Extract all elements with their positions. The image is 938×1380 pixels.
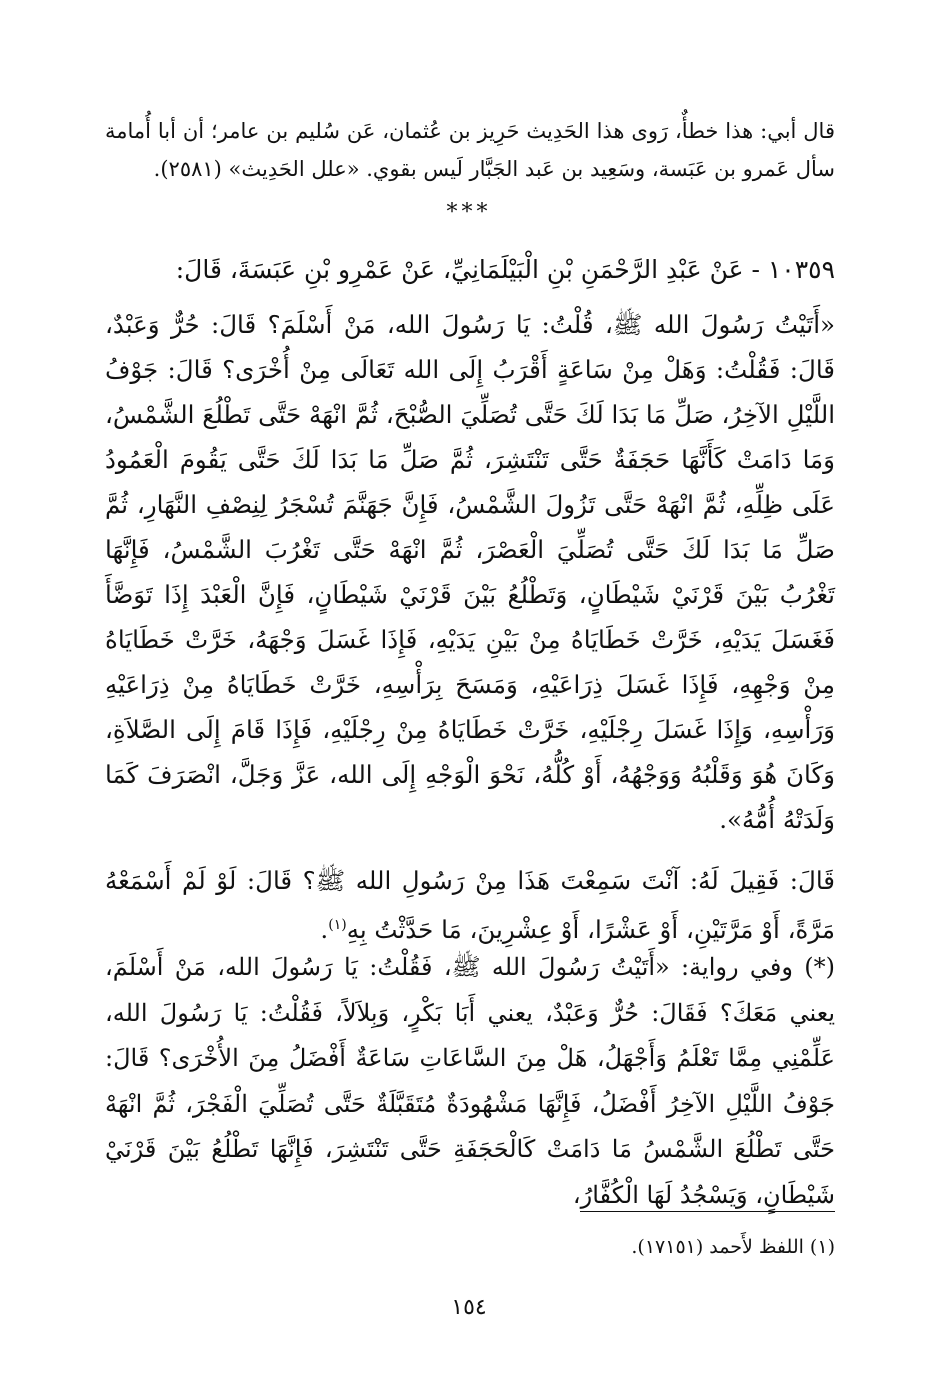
hadith-heading: ١٠٣٥٩ - عَنْ عَبْدِ الرَّحْمَنِ بْنِ الْبَيْلَمَانِيِّ، عَنْ عَمْرِو بْنِ عَبَسَةَ، قَالَ: — [175, 255, 835, 284]
hadith-text: «أَتَيْتُ رَسُولَ الله ﷺ، قُلْتُ: يَا رَسُولَ الله، مَنْ أَسْلَمَ؟ قَالَ: حُرٌّ وَعَبْدٌ، قَالَ: فَقُلْتُ: وَهَلْ مِنْ سَاعَةٍ أَقْرَبُ إِلَى الله تَعَالَى مِنْ أُخْرَى؟ قَالَ: جَوْفُ اللَّيْلِ الآخِرُ، صَلِّ مَا بَدَا لَكَ حَتَّى تُصَلِّيَ الصُّبْحَ، ثُمَّ انْهَهْ حَتَّى تَطْلُعَ الشَّمْسُ، وَمَا دَامَتْ كَأَنَّهَا حَجَفَةٌ حَتَّى تَنْتَشِرَ، ثُمَّ صَلِّ مَا بَدَا لَكَ حَتَّى يَقُومَ الْعَمُودُ عَلَى ظِلِّهِ، ثُمَّ انْهَهْ حَتَّى تَزُولَ الشَّمْسُ، فَإِنَّ جَهَنَّمَ تُسْجَرُ لِنِصْفِ النَّهَارِ، ثُمَّ صَلِّ مَا بَدَا لَكَ حَتَّى تُصَلِّيَ الْعَصْرَ، ثُمَّ انْهَهْ حَتَّى تَغْرُبَ الشَّمْسُ، فَإِنَّهَا تَغْرُبُ بَيْنَ قَرْنَيْ شَيْطَانٍ، وَتَطْلُعُ بَيْنَ قَرْنَيْ شَيْطَانٍ، فَإِنَّ الْعَبْدَ إِذَا تَوَضَّأَ فَغَسَلَ يَدَيْهِ، خَرَّتْ خَطَايَاهُ مِنْ بَيْنِ يَدَيْهِ، فَإِذَا غَسَلَ وَجْهَهُ، خَرَّتْ خَطَايَاهُ مِنْ وَجْهِهِ، فَإِذَا غَسَلَ ذِرَاعَيْهِ، وَمَسَحَ بِرَأْسِهِ، خَرَّتْ خَطَايَاهُ مِنْ ذِرَاعَيْهِ وَرَأْسِهِ، وَإِذَا غَسَلَ رِجْلَيْهِ، خَرَّتْ خَطَايَاهُ مِنْ رِجْلَيْهِ، فَإِذَا قَامَ إِلَى الصَّلاَةِ، وَكَانَ هُوَ وَقَلْبُهُ وَوَجْهُهُ، أَوْ كُلُّهُ، نَحْوَ الْوَجْهِ إِلَى الله، عَزَّ وَجَلَّ، انْصَرَفَ كَمَا وَلَدَتْهُ أُمُّهُ». — [105, 310, 835, 834]
narrator-question-paragraph — [105, 858, 835, 952]
intro-paragraph: قال أبي: هذا خطأٌ، رَوى هذا الحَدِيث حَرِيز بن عُثمان، عَن سُليم بن عامر؛ أن أبا أُمامة سأل عَمرو بن عَبَسة، وسَعِيد بن عَبد الجَبَّار لَيس بقوي. «علل الحَدِيث» (٢٥٨١). — [105, 119, 835, 181]
section-separator: *** — [446, 200, 492, 225]
narrator-question-text: قَالَ: فَقِيلَ لَهُ: آنْتَ سَمِعْتَ هَذَا مِنْ رَسُولِ الله ﷺ؟ قَالَ: لَوْ لَمْ أَسْمَعْهُ مَرَّةً، أَوْ مَرَّتَيْنِ، أَوْ عَشْرًا، أَوْ عِشْرِينَ، مَا حَدَّثْتُ بِهِ — [105, 866, 835, 945]
alternate-narration-paragraph: (*) وفي رواية: «أَتَيْتُ رَسُولَ الله ﷺ، فَقُلْتُ: يَا رَسُولَ الله، مَنْ أَسْلَمَ، يعني مَعَكَ؟ فَقَالَ: حُرٌّ وَعَبْدٌ، يعني أَبَا بَكْرٍ، وَبِلاَلاً، فَقُلْتُ: يَا رَسُولَ الله، عَلِّمْنِي مِمَّا تَعْلَمُ وَأَجْهَلُ، هَلْ مِنَ السَّاعَاتِ سَاعَةٌ أَفْضَلُ مِنَ الأُخْرَى؟ قَالَ: جَوْفُ اللَّيْلِ الآخِرُ أَفْضَلُ، فَإِنَّهَا مَشْهُودَةٌ مُتَقَبَّلَةٌ حَتَّى تُصَلِّيَ الْفَجْرَ، ثُمَّ انْهَهْ حَتَّى تَطْلُعَ الشَّمْسُ مَا دَامَتْ كَالْحَجَفَةِ حَتَّى تَنْتَشِرَ، فَإِنَّهَا تَطْلُعُ بَيْنَ قَرْنَيْ شَيْطَانٍ، وَيَسْجُدُ لَهَا الْكُفَّارُ، — [105, 953, 835, 1209]
narrator-question-end: . — [320, 915, 329, 945]
footnote-divider — [580, 1211, 835, 1212]
footnote: (١) اللفظ لأَحمد (١٧١٥١). — [631, 1236, 835, 1258]
footnote-reference[interactable]: (١) — [328, 917, 347, 933]
page-number: ١٥٤ — [451, 1295, 487, 1320]
